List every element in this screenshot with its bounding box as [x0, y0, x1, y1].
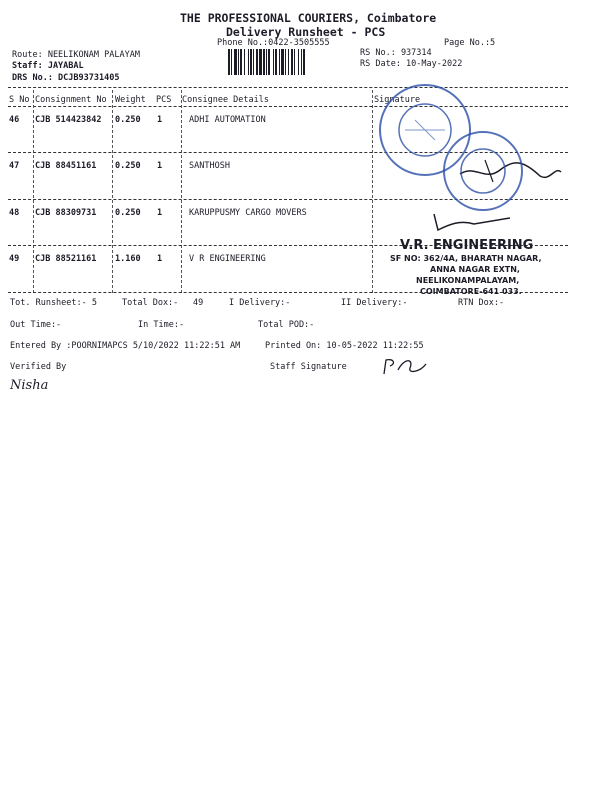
barcode-bar	[248, 49, 249, 75]
barcode-bar	[256, 49, 258, 75]
table-row-consignment: CJB 88451161	[35, 161, 97, 171]
total-runsheet: Tot. Runsheet:- 5	[10, 298, 97, 308]
col-header-sno: S No	[9, 95, 30, 105]
barcode-bar	[231, 49, 232, 75]
table-row-sno: 48	[9, 208, 20, 218]
entered-by: Entered By :POORNIMAPCS 5/10/2022 11:22:51 AM	[10, 341, 241, 351]
barcode-bar	[294, 49, 295, 75]
table-row-consignee: KARUPPUSMY CARGO MOVERS	[189, 208, 307, 218]
barcode	[228, 49, 354, 79]
barcode-bar	[279, 49, 280, 75]
barcode-bar	[303, 49, 305, 75]
vr-stamp-line: NEELIKONAMPALAYAM,	[416, 276, 520, 285]
table-row-consignee: V R ENGINEERING	[189, 254, 266, 264]
table-row-consignee: ADHI AUTOMATION	[189, 115, 266, 125]
rtn-dox: RTN Dox:-	[458, 298, 505, 308]
total-dox-label: Total Dox:-	[122, 298, 179, 308]
table-row-sno: 46	[9, 115, 20, 125]
col-divider	[33, 90, 34, 293]
total-pod: Total POD:-	[258, 320, 315, 330]
table-row-weight: 0.250	[115, 208, 141, 218]
barcode-bar	[234, 49, 237, 75]
vr-stamp-line: ANNA NAGAR EXTN,	[430, 265, 520, 274]
barcode-bar	[273, 49, 274, 75]
barcode-bar	[253, 49, 254, 75]
i-delivery: I Delivery:-	[229, 298, 291, 308]
staff-signature	[380, 354, 430, 378]
verified-by-label: Verified By	[10, 362, 67, 372]
total-dox-value: 49	[193, 298, 204, 308]
header-bottom-rule	[8, 106, 568, 107]
barcode-bar	[250, 49, 252, 75]
table-top-rule	[8, 87, 568, 88]
table-row-pcs: 1	[157, 161, 163, 171]
vr-stamp-title: V.R. ENGINEERING	[400, 238, 534, 253]
company-stamp-round	[440, 128, 526, 214]
table-row-weight: 0.250	[115, 161, 141, 171]
barcode-bar	[275, 49, 277, 75]
col-divider	[112, 90, 113, 293]
col-header-pcs: PCS	[156, 95, 172, 105]
barcode-bar	[281, 49, 284, 75]
barcode-bar	[268, 49, 270, 75]
route-label: Route: NEELIKONAM PALAYAM	[12, 50, 140, 60]
col-header-signature: Signature	[374, 95, 421, 105]
page-number: Page No.:5	[444, 38, 496, 48]
table-row-sno: 49	[9, 254, 20, 264]
barcode-bar	[238, 49, 239, 75]
in-time: In Time:-	[138, 320, 185, 330]
document-title: Delivery Runsheet - PCS	[226, 25, 386, 39]
barcode-bar	[244, 49, 245, 75]
col-header-consignee: Consignee Details	[182, 95, 269, 105]
barcode-bar	[259, 49, 262, 75]
barcode-bar	[288, 49, 289, 75]
table-row-pcs: 1	[157, 254, 163, 264]
table-row-weight: 1.160	[115, 254, 141, 264]
table-row-sno: 47	[9, 161, 20, 171]
table-row-pcs: 1	[157, 208, 163, 218]
verifier-signature: Nisha	[10, 378, 49, 393]
rs-number: RS No.: 937314	[360, 48, 432, 58]
barcode-bar	[228, 49, 230, 75]
barcode-bar	[301, 49, 302, 75]
vr-stamp-line: SF NO: 362/4A, BHARATH NAGAR,	[390, 254, 542, 263]
company-name: THE PROFESSIONAL COURIERS, Coimbatore	[180, 11, 437, 25]
col-divider	[181, 90, 182, 293]
table-row-consignment: CJB 514423842	[35, 115, 102, 125]
table-row-pcs: 1	[157, 115, 163, 125]
barcode-bar	[266, 49, 267, 75]
barcode-bar	[298, 49, 299, 75]
drs-number: DRS No.: DCJB93731405	[12, 73, 120, 83]
table-row-consignment: CJB 88521161	[35, 254, 97, 264]
col-divider	[372, 90, 373, 293]
phone-number: Phone No.:0422-3505555	[217, 38, 330, 48]
printed-on: Printed On: 10-05-2022 11:22:55	[265, 341, 424, 351]
staff-signature-label: Staff Signature	[270, 362, 347, 372]
ii-delivery: II Delivery:-	[341, 298, 408, 308]
barcode-bar	[285, 49, 286, 75]
table-row-consignment: CJB 88309731	[35, 208, 97, 218]
col-header-consignment: Consignment No	[35, 95, 107, 105]
out-time: Out Time:-	[10, 320, 62, 330]
staff-label: Staff: JAYABAL	[12, 61, 84, 71]
barcode-bar	[240, 49, 242, 75]
vr-stamp-line: COIMBATORE-641 033.	[420, 287, 522, 296]
barcode-bar	[263, 49, 265, 75]
table-row-weight: 0.250	[115, 115, 141, 125]
col-header-weight: Weight	[115, 95, 146, 105]
rs-date: RS Date: 10-May-2022	[360, 59, 463, 69]
table-row-consignee: SANTHOSH	[189, 161, 230, 171]
barcode-bar	[291, 49, 293, 75]
